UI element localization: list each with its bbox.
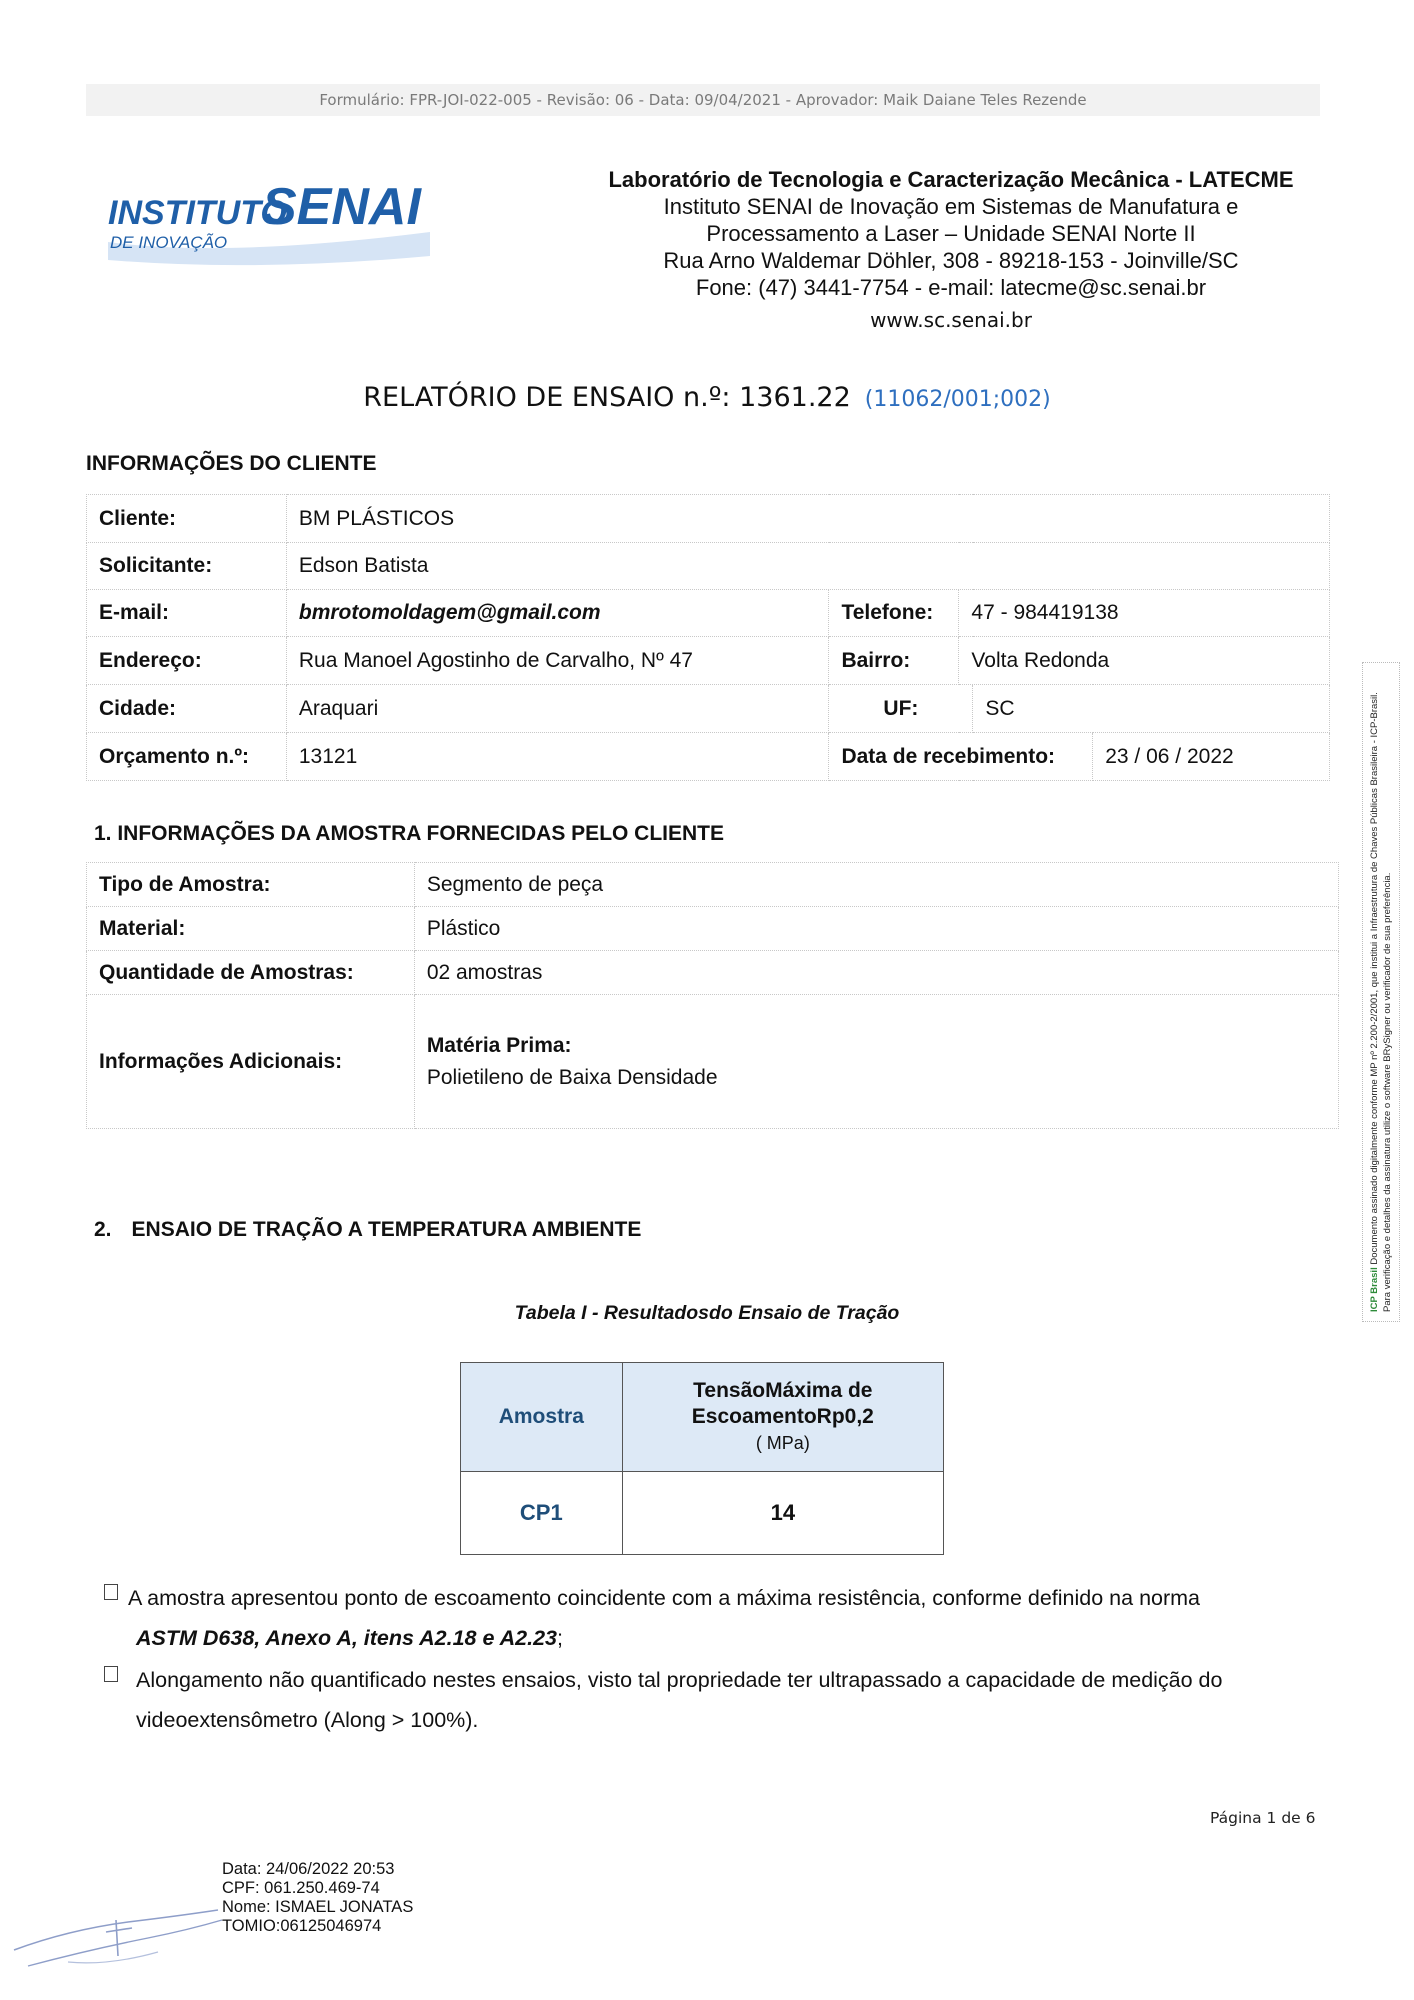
col-tensao bbox=[622, 1363, 943, 1472]
col-tensao-unit: ( MPa) bbox=[755, 1433, 810, 1453]
lab-unit: Processamento a Laser – Unidade SENAI Norte II bbox=[706, 221, 1196, 246]
endereco-label: Endereço: bbox=[87, 637, 287, 685]
icp-brasil-mark: ICP Brasil bbox=[1369, 1267, 1380, 1312]
signature-info bbox=[222, 1860, 413, 1936]
email-label: E-mail: bbox=[87, 590, 287, 637]
solicitante-label: Solicitante: bbox=[87, 543, 287, 590]
material-value: Plástico bbox=[414, 907, 1338, 951]
materia-prima-value: Polietileno de Baixa Densidade bbox=[426, 1065, 718, 1089]
col-amostra: Amostra bbox=[461, 1363, 623, 1472]
recebimento-value: 23 / 06 / 2022 bbox=[1093, 733, 1330, 781]
client-heading: INFORMAÇÕES DO CLIENTE bbox=[86, 452, 377, 475]
signature-cpf: CPF: 061.250.469-74 bbox=[222, 1879, 380, 1897]
email-value: bmrotomoldagem@gmail.com bbox=[286, 590, 829, 637]
note-1-text: A amostra apresentou ponto de escoamento coincidente com a máxima resistência, conforme definido na norma bbox=[128, 1586, 1201, 1610]
note-1-standard: ASTM D638, Anexo A, itens A2.18 e A2.23 bbox=[136, 1626, 557, 1650]
lab-address: Rua Arno Waldemar Döhler, 308 - 89218-153 - Joinville/SC bbox=[663, 248, 1239, 273]
tipo-value: Segmento de peça bbox=[414, 863, 1338, 907]
sample-heading: 1. INFORMAÇÕES DA AMOSTRA FORNECIDAS PELO CLIENTE bbox=[94, 822, 725, 845]
quantidade-label: Quantidade de Amostras: bbox=[87, 951, 415, 995]
table-row bbox=[87, 995, 1339, 1129]
table-row bbox=[87, 907, 1339, 951]
stamp-line-2: Para verificação e detalhes da assinatura utilize o software BRySigner ou verificador de sua preferência. bbox=[1382, 872, 1393, 1312]
results-header-row bbox=[461, 1363, 944, 1472]
report-title bbox=[0, 382, 1414, 413]
logo-de-inovacao: DE INOVAÇÃO bbox=[110, 233, 228, 252]
tipo-label: Tipo de Amostra: bbox=[87, 863, 415, 907]
note-2 bbox=[104, 1660, 1344, 1740]
materia-prima-label: Matéria Prima: bbox=[426, 1033, 572, 1057]
note-1-semicolon: ; bbox=[557, 1626, 563, 1650]
client-table bbox=[86, 494, 1330, 781]
bairro-label: Bairro: bbox=[829, 637, 959, 685]
cell-sample: CP1 bbox=[461, 1472, 623, 1555]
material-label: Material: bbox=[87, 907, 415, 951]
uf-value: SC bbox=[973, 685, 1330, 733]
table-row bbox=[87, 637, 1330, 685]
note-2-text: Alongamento não quantificado nestes ensaios, visto tal propriedade ter ultrapassado a capacidade de medição do bbox=[136, 1668, 1223, 1692]
logo-instituto: INSTITUTO bbox=[108, 194, 287, 232]
table-row bbox=[461, 1472, 944, 1555]
note-2-checkbox bbox=[104, 1666, 118, 1682]
signature-date: Data: 24/06/2022 20:53 bbox=[222, 1860, 395, 1878]
test-heading bbox=[94, 1218, 641, 1242]
table-row bbox=[87, 863, 1339, 907]
note-2-text-cont: videoextensômetro (Along > 100%). bbox=[136, 1708, 479, 1732]
adicionais-value bbox=[414, 995, 1338, 1129]
lab-name: Laboratório de Tecnologia e Caracterização Mecânica - LATECME bbox=[608, 167, 1294, 192]
results-table bbox=[460, 1362, 944, 1555]
signature-tomio: TOMIO:06125046974 bbox=[222, 1917, 382, 1935]
cidade-value: Araquari bbox=[286, 685, 829, 733]
table-row bbox=[87, 495, 1330, 543]
cliente-value: BM PLÁSTICOS bbox=[286, 495, 1329, 543]
cidade-label: Cidade: bbox=[87, 685, 287, 733]
sample-table bbox=[86, 862, 1339, 1129]
lab-website: www.sc.senai.br bbox=[870, 308, 1032, 332]
table-row bbox=[87, 733, 1330, 781]
endereco-value: Rua Manoel Agostinho de Carvalho, Nº 47 bbox=[286, 637, 829, 685]
test-heading-text: ENSAIO DE TRAÇÃO A TEMPERATURA AMBIENTE bbox=[131, 1218, 642, 1241]
table-row bbox=[87, 685, 1330, 733]
quantidade-value: 02 amostras bbox=[414, 951, 1338, 995]
test-heading-number: 2. bbox=[94, 1218, 112, 1241]
cell-value: 14 bbox=[622, 1472, 943, 1555]
table-row bbox=[87, 951, 1339, 995]
report-number: RELATÓRIO DE ENSAIO n.º: 1361.22 bbox=[363, 382, 851, 413]
page-number: Página 1 de 6 bbox=[1210, 1809, 1316, 1827]
report-reference: (11062/001;002) bbox=[864, 387, 1051, 412]
logo-senai: SENAI bbox=[262, 178, 421, 236]
telefone-label: Telefone: bbox=[829, 590, 959, 637]
table-row bbox=[87, 543, 1330, 590]
recebimento-label: Data de recebimento: bbox=[829, 733, 1093, 781]
lab-info bbox=[520, 166, 1382, 334]
col-tensao-line1: TensãoMáxima de bbox=[693, 1379, 873, 1402]
adicionais-label: Informações Adicionais: bbox=[87, 995, 415, 1129]
signature-name: Nome: ISMAEL JONATAS bbox=[222, 1898, 414, 1916]
signature-scribble bbox=[8, 1870, 228, 1980]
col-tensao-line2: EscoamentoRp0,2 bbox=[691, 1405, 874, 1428]
uf-label: UF: bbox=[829, 685, 973, 733]
senai-logo bbox=[104, 172, 434, 268]
solicitante-value: Edson Batista bbox=[286, 543, 1329, 590]
bairro-value: Volta Redonda bbox=[959, 637, 1330, 685]
table-caption: Tabela I - Resultadosdo Ensaio de Tração bbox=[514, 1302, 900, 1324]
note-1 bbox=[104, 1578, 1344, 1658]
telefone-value: 47 - 984419138 bbox=[959, 590, 1330, 637]
senai-logo-graphic bbox=[104, 172, 434, 268]
cliente-label: Cliente: bbox=[87, 495, 287, 543]
note-1-checkbox bbox=[104, 1584, 118, 1600]
stamp-line-1: Documento assinado digitalmente conforme MP nº 2.200-2/2001, que institui a Infraestrutura de Chaves Públicas Brasileira - ICP-Brasil. bbox=[1369, 692, 1380, 1265]
table-row bbox=[87, 590, 1330, 637]
orcamento-label: Orçamento n.º: bbox=[87, 733, 287, 781]
lab-contact: Fone: (47) 3441-7754 - e-mail: latecme@sc.senai.br bbox=[695, 275, 1207, 300]
form-header: Formulário: FPR-JOI-022-005 - Revisão: 06 - Data: 09/04/2021 - Aprovador: Maik Daiane Teles Rezende bbox=[86, 84, 1320, 116]
digital-signature-stamp bbox=[1362, 662, 1400, 1322]
orcamento-value: 13121 bbox=[286, 733, 829, 781]
lab-institute: Instituto SENAI de Inovação em Sistemas de Manufatura e bbox=[663, 194, 1239, 219]
